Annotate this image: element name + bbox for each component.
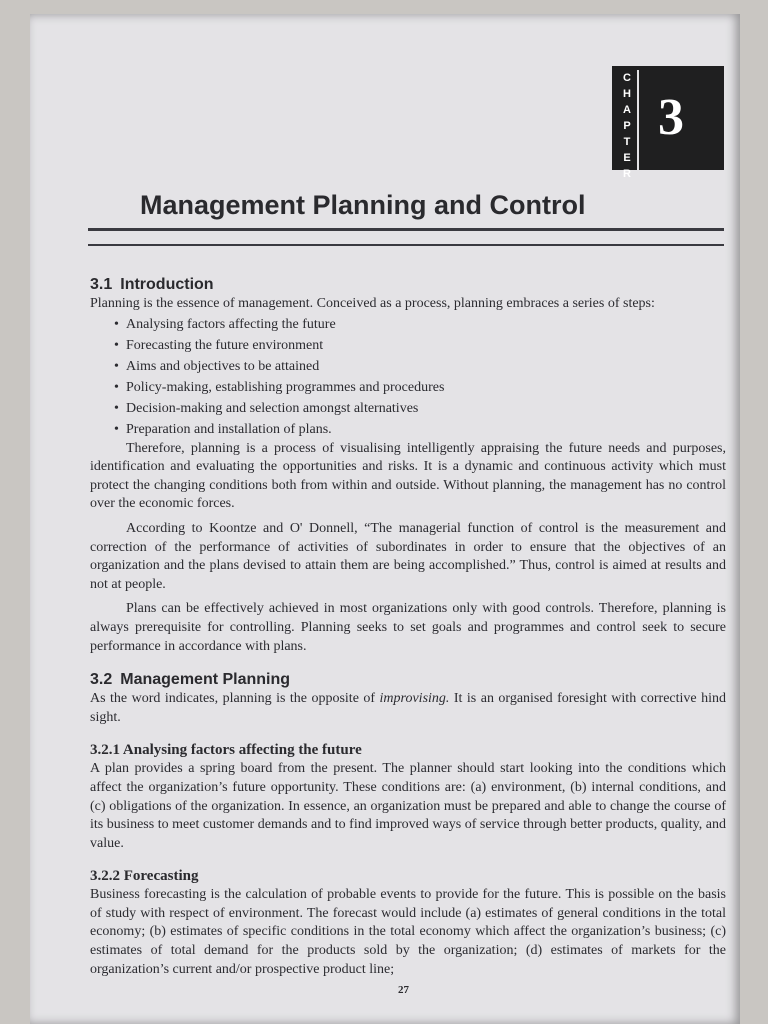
chapter-letter: P <box>623 120 631 132</box>
list-item: • Decision-making and selection amongst alternatives <box>116 398 726 419</box>
chapter-letter: H <box>623 88 631 100</box>
chapter-label <box>620 70 639 182</box>
list-item: • Aims and objectives to be attained <box>116 356 726 377</box>
page-number: 27 <box>398 984 409 996</box>
paragraph-analysing-factors: A plan provides a spring board from the present. The planner should start looking into the conditions which affect the organization’s future opportunity. These conditions are: (a) environment, (b) internal conditions, and (c) obligations of the organization. In essence, an organization must be prepared and able to change the course of its business to meet customer demands and to find improved ways of service through better products, quality, and value. <box>90 761 726 851</box>
paragraph-management-planning: As the word indicates, planning is the opposite of improvising. It is an organised foresight with corrective hind sight. <box>90 691 726 725</box>
list-item: • Policy-making, establishing programmes and procedures <box>116 377 726 398</box>
section-heading-3-2-1: 3.2.1 Analysing factors affecting the future <box>90 742 362 759</box>
chapter-letter: C <box>623 72 631 84</box>
chapter-letter: E <box>623 152 631 164</box>
paragraph-planning-process: Therefore, planning is a process of visualising intelligently appraising the future needs and purposes, identification and evaluating the opportunities and risks. It is a dynamic and continuous activity which must protect the changing conditions both from within and outside. Without planning, the management has no control over the economic forces. <box>90 440 726 512</box>
list-item: • Analysing factors affecting the future <box>116 314 726 335</box>
paragraph-plans-controls: Plans can be effectively achieved in most organizations only with good controls. Therefore, planning is always prerequisite for controlling. Planning seeks to set goals and programmes and control seek to secure performance in accordance with plans. <box>90 601 726 654</box>
title-rule-bottom <box>88 244 724 246</box>
chapter-number: 3 <box>658 89 684 146</box>
planning-steps-list <box>90 314 726 440</box>
page-content <box>90 269 726 979</box>
list-item: • Forecasting the future environment <box>116 335 726 356</box>
chapter-letter: T <box>623 136 631 148</box>
chapter-title: Management Planning and Control <box>140 190 586 220</box>
book-page <box>30 14 740 1024</box>
paragraph-forecasting: Business forecasting is the calculation of probable events to provide for the future. This is possible on the basis of study with respect of environment. The forecast would include (a) estimates of general conditions in the total economy; (b) estimates of specific conditions in the total economy which affect the organization’s business; (c) estimates of total demand for the products sold by the organization; (d) estimates of markets for the organization’s current and/or prospective product line; <box>90 887 726 977</box>
chapter-letter: R <box>623 168 631 180</box>
section-heading-3-2: 3.2 Management Planning <box>90 671 291 689</box>
intro-paragraph: Planning is the essence of management. Conceived as a process, planning embraces a series of steps: <box>90 296 655 311</box>
section-heading-3-1: 3.1 Introduction <box>90 276 214 293</box>
section-heading-3-2-2: 3.2.2 Forecasting <box>90 868 199 885</box>
chapter-letter: A <box>623 104 631 116</box>
paragraph-koontz-quote: According to Koontze and O' Donnell, “The managerial function of control is the measurement and correction of the performance of activities of subordinates in order to ensure that the objectives of an organization and the plans devised to attain them are being accomplished.” Thus, control is aimed at results and not at people. <box>90 520 726 592</box>
chapter-badge <box>612 66 724 180</box>
title-rule-top <box>88 228 724 231</box>
list-item: • Preparation and installation of plans. <box>116 419 726 440</box>
